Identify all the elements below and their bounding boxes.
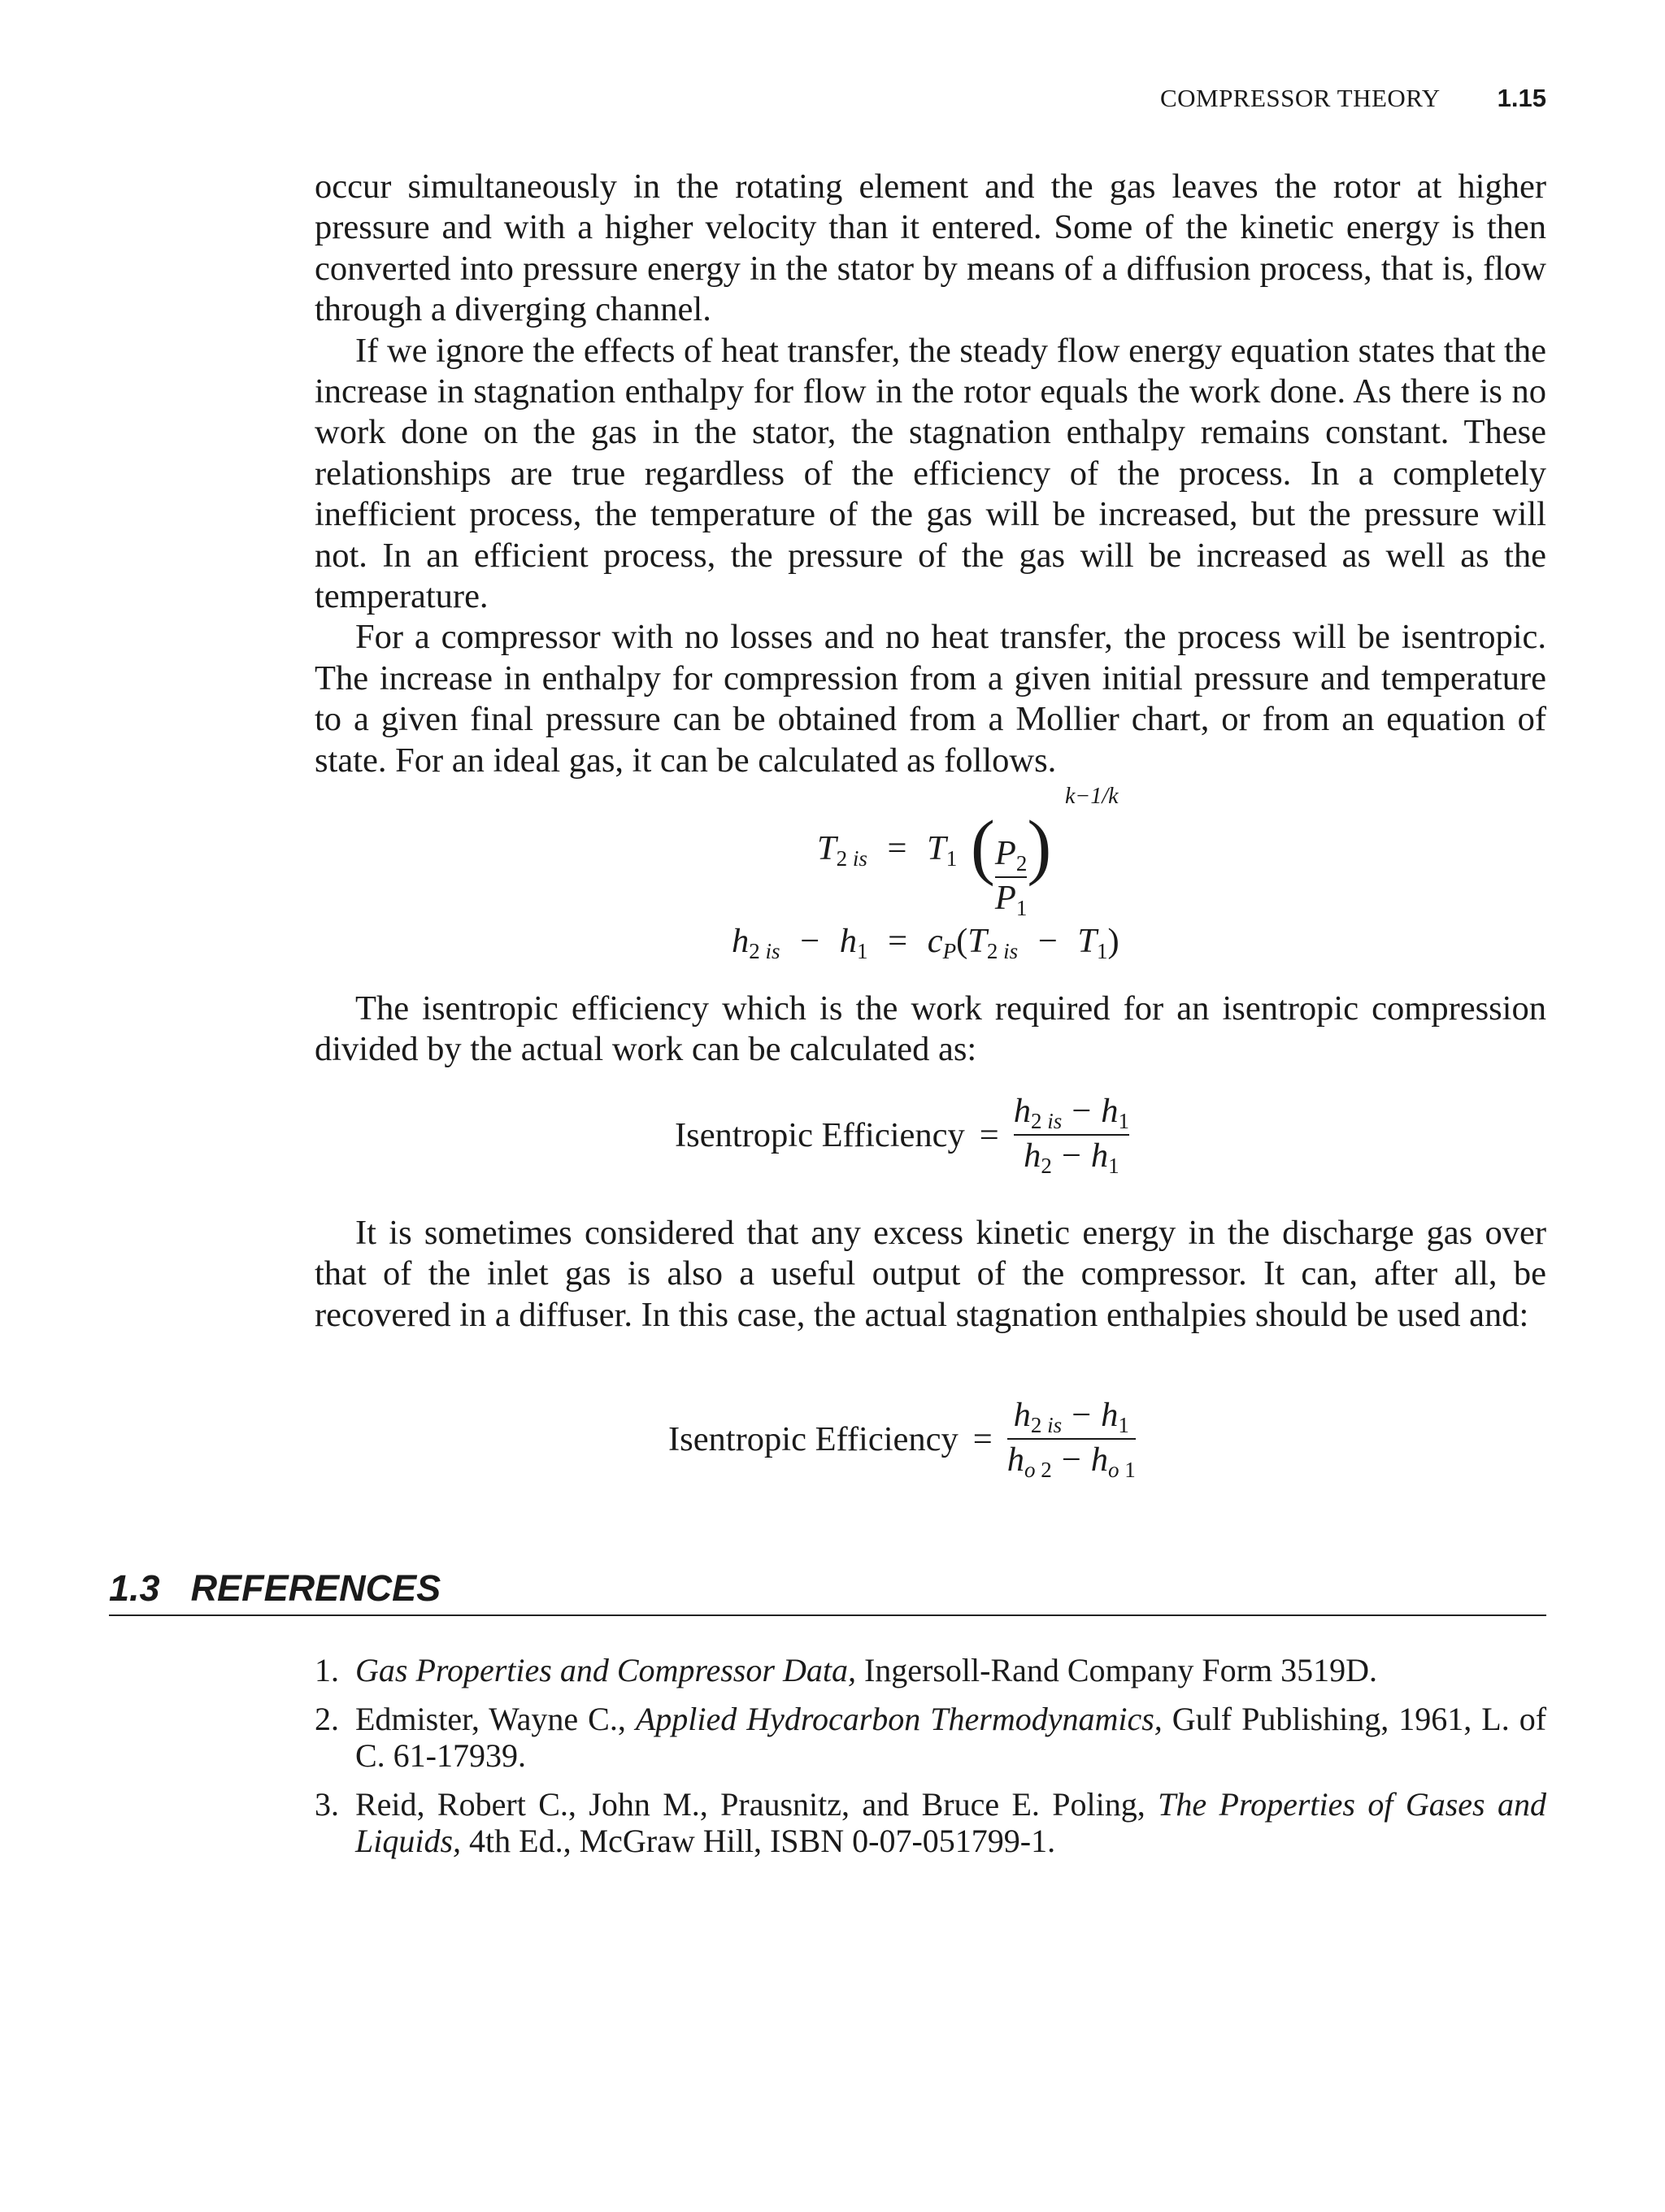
equation-enthalpy: $h_{2 is} - h_1 = c_P(T_{2 is} - T_1)$ — [732, 922, 1119, 963]
section-rule — [109, 1614, 1546, 1616]
body-text-2 — [315, 989, 1546, 1071]
paragraph-kinetic: It is sometimes considered that any excess kinetic energy in the discharge gas over that of the inlet gas is also a useful output of the compressor. It can, after all, be recovered in a diffuser. In this case, the actual stagnation enthalpies should be used and: — [315, 1214, 1546, 1334]
reference-details: 4th Ed., McGraw Hill, ISBN 0-07-051799-1. — [461, 1823, 1056, 1859]
reference-number: 3. — [315, 1786, 339, 1823]
reference-authors: Edmister, Wayne C., — [355, 1701, 636, 1737]
section-heading-references — [109, 1567, 441, 1610]
section-title: REFERENCES — [190, 1567, 441, 1609]
running-title: COMPRESSOR THEORY — [1159, 84, 1441, 112]
body-text-3 — [315, 1213, 1546, 1336]
reference-number: 1. — [315, 1652, 339, 1688]
body-text — [315, 167, 1546, 781]
efficiency-label-2: Isentropic Efficiency — [668, 1419, 959, 1458]
page-number: 1.15 — [1497, 84, 1546, 112]
reference-title: Applied Hydrocarbon Thermodynamics, — [635, 1701, 1163, 1737]
reference-title: The Properties of Gases and Liquids, — [355, 1786, 1546, 1859]
reference-details: Gulf Publishing, 1961, L. of C. 61-17939. — [355, 1701, 1547, 1774]
reference-item — [315, 1701, 1546, 1774]
exponent: k−1/k — [1065, 784, 1119, 809]
paragraph-efficiency: The isentropic efficiency which is the work required for an isentropic compression divided by the actual work can be calculated as: — [315, 989, 1546, 1069]
section-number: 1.3 — [109, 1567, 160, 1609]
efficiency-label-1: Isentropic Efficiency — [675, 1115, 965, 1154]
reference-title: Gas Properties and Compressor Data, — [355, 1652, 856, 1688]
reference-authors: Reid, Robert C., John M., Prausnitz, and Bruce E. Poling, — [355, 1786, 1159, 1823]
equation-temperature: $T_{2 is} = T_1$ ( $\frac{P_2}{P_1}$ ) k−1/k — [817, 784, 1119, 920]
reference-item — [315, 1786, 1546, 1859]
equation-efficiency-2: Isentropic Efficiency = $\frac{h_{2 is} - h_1}{h_{o 2} - h_{o 1}}$ — [668, 1396, 1136, 1482]
reference-list — [315, 1652, 1546, 1871]
reference-item — [315, 1652, 1546, 1688]
running-head — [1160, 84, 1546, 113]
reference-number: 2. — [315, 1701, 339, 1737]
paragraph-heat-transfer: If we ignore the effects of heat transfer, the steady flow energy equation states that the increase in stagnation enthalpy for flow in the rotor equals the work done. As there is no work done on the gas in the stator, the stagnation enthalpy remains constant. These relationships are true regardless of the efficiency of the process. In a completely inefficient process, the temperature of the gas will be increased, but the pressure will not. In an efficient process, the pressure of the gas will be increased as well as the temperature. — [315, 331, 1546, 616]
equation-efficiency-1: Isentropic Efficiency = $\frac{h_{2 is} - h_1}{h_2 - h_1}$ — [675, 1092, 1129, 1178]
paragraph-continued: occur simultaneously in the rotating element and the gas leaves the rotor at higher pressure and with a higher velocity than it entered. Some of the kinetic energy is then converted into pressure energy in the stator by means of a diffusion process, that is, flow through a diverging channel. — [315, 167, 1546, 329]
reference-details: Ingersoll-Rand Company Form 3519D. — [855, 1652, 1377, 1688]
paragraph-isentropic: For a compressor with no losses and no heat transfer, the process will be isentropic. The increase in enthalpy for compression from a given initial pressure and temperature to a given final pressure can be obtained from a Mollier chart, or from an equation of state. For an ideal gas, it can be calculated as follows. — [315, 618, 1546, 780]
